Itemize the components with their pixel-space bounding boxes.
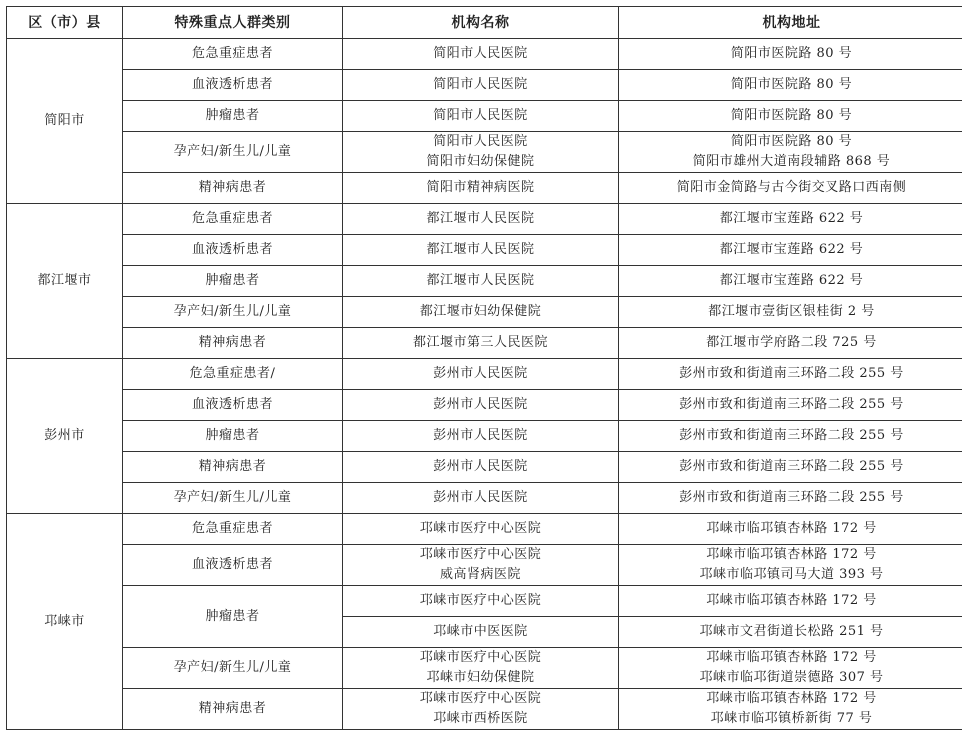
address-cell: 都江堰市学府路二段 725 号 xyxy=(619,328,962,359)
table-row xyxy=(7,297,962,328)
category-cell: 孕产妇/新生儿/儿童 xyxy=(123,297,343,328)
address-cell: 彭州市致和街道南三环路二段 255 号 xyxy=(619,483,962,514)
institution-cell: 都江堰市人民医院 xyxy=(343,235,619,266)
address-cell: 简阳市医院路 80 号 xyxy=(619,39,962,70)
category-cell: 血液透析患者 xyxy=(123,545,343,586)
category-cell: 肿瘤患者 xyxy=(123,421,343,452)
address-cell: 都江堰市宝莲路 622 号 xyxy=(619,204,962,235)
institution-line: 邛崃市西桥医院 xyxy=(343,709,618,729)
header-row xyxy=(7,7,962,39)
address-cell: 彭州市致和街道南三环路二段 255 号 xyxy=(619,359,962,390)
institution-cell: 彭州市人民医院 xyxy=(343,452,619,483)
institution-cell: 邛崃市医疗中心医院 xyxy=(343,514,619,545)
category-cell: 肿瘤患者 xyxy=(123,586,343,648)
institution-cell xyxy=(343,689,619,730)
address-cell: 邛崃市临邛镇杏林路 172 号 xyxy=(619,514,962,545)
institution-line: 威高肾病医院 xyxy=(343,565,618,585)
institution-cell: 彭州市人民医院 xyxy=(343,390,619,421)
institution-line: 邛崃市医疗中心医院 xyxy=(343,648,618,668)
address-cell xyxy=(619,689,962,730)
address-line: 简阳市医院路 80 号 xyxy=(619,132,962,152)
category-cell: 精神病患者 xyxy=(123,689,343,730)
category-cell: 危急重症患者 xyxy=(123,39,343,70)
institution-cell: 彭州市人民医院 xyxy=(343,359,619,390)
table-row xyxy=(7,421,962,452)
address-line: 邛崃市临邛镇杏林路 172 号 xyxy=(619,689,962,709)
address-cell: 简阳市医院路 80 号 xyxy=(619,101,962,132)
table-row xyxy=(7,132,962,173)
institution-cell xyxy=(343,545,619,586)
category-cell: 孕产妇/新生儿/儿童 xyxy=(123,132,343,173)
district-cell: 邛崃市 xyxy=(7,514,123,730)
institution-cell: 邛崃市医疗中心医院 xyxy=(343,586,619,617)
institution-cell: 彭州市人民医院 xyxy=(343,483,619,514)
table-row xyxy=(7,545,962,586)
table-row xyxy=(7,39,962,70)
district-cell: 简阳市 xyxy=(7,39,123,204)
institution-cell: 都江堰市第三人民医院 xyxy=(343,328,619,359)
address-cell xyxy=(619,545,962,586)
institution-cell: 简阳市精神病医院 xyxy=(343,173,619,204)
institution-cell: 简阳市人民医院 xyxy=(343,39,619,70)
address-cell: 邛崃市临邛镇杏林路 172 号 xyxy=(619,586,962,617)
address-cell: 彭州市致和街道南三环路二段 255 号 xyxy=(619,421,962,452)
institution-line: 邛崃市医疗中心医院 xyxy=(343,545,618,565)
address-cell: 彭州市致和街道南三环路二段 255 号 xyxy=(619,452,962,483)
table-row xyxy=(7,173,962,204)
table-row xyxy=(7,648,962,689)
header-category: 特殊重点人群类别 xyxy=(123,7,343,39)
institution-cell: 简阳市人民医院 xyxy=(343,101,619,132)
address-cell xyxy=(619,132,962,173)
institution-cell: 都江堰市人民医院 xyxy=(343,204,619,235)
table-row xyxy=(7,235,962,266)
category-cell: 危急重症患者 xyxy=(123,204,343,235)
district-cell: 都江堰市 xyxy=(7,204,123,359)
table-row xyxy=(7,514,962,545)
table-row xyxy=(7,359,962,390)
category-cell: 危急重症患者/ xyxy=(123,359,343,390)
table-row xyxy=(7,689,962,730)
address-cell: 都江堰市宝莲路 622 号 xyxy=(619,266,962,297)
address-line: 简阳市雄州大道南段辅路 868 号 xyxy=(619,152,962,172)
institution-cell: 都江堰市人民医院 xyxy=(343,266,619,297)
institution-line: 邛崃市医疗中心医院 xyxy=(343,689,618,709)
category-cell: 精神病患者 xyxy=(123,328,343,359)
category-cell: 血液透析患者 xyxy=(123,70,343,101)
header-address: 机构地址 xyxy=(619,7,962,39)
institution-line: 简阳市人民医院 xyxy=(343,132,618,152)
category-cell: 孕产妇/新生儿/儿童 xyxy=(123,648,343,689)
table-row xyxy=(7,70,962,101)
table-row xyxy=(7,101,962,132)
header-institution: 机构名称 xyxy=(343,7,619,39)
category-cell: 精神病患者 xyxy=(123,173,343,204)
table-row xyxy=(7,266,962,297)
address-cell: 简阳市医院路 80 号 xyxy=(619,70,962,101)
table-row xyxy=(7,204,962,235)
institution-cell: 邛崃市中医医院 xyxy=(343,617,619,648)
institution-cell: 都江堰市妇幼保健院 xyxy=(343,297,619,328)
table-row xyxy=(7,390,962,421)
address-line: 邛崃市临邛镇桥新街 77 号 xyxy=(619,709,962,729)
address-line: 邛崃市临邛镇杏林路 172 号 xyxy=(619,648,962,668)
address-cell xyxy=(619,648,962,689)
table-row xyxy=(7,452,962,483)
address-line: 邛崃市临邛镇杏林路 172 号 xyxy=(619,545,962,565)
address-line: 邛崃市临邛镇司马大道 393 号 xyxy=(619,565,962,585)
institution-cell: 彭州市人民医院 xyxy=(343,421,619,452)
address-cell: 都江堰市宝莲路 622 号 xyxy=(619,235,962,266)
table-row xyxy=(7,483,962,514)
institution-table xyxy=(6,6,962,730)
institution-line: 简阳市妇幼保健院 xyxy=(343,152,618,172)
category-cell: 血液透析患者 xyxy=(123,390,343,421)
institution-cell: 简阳市人民医院 xyxy=(343,70,619,101)
address-cell: 简阳市金简路与古今街交叉路口西南侧 xyxy=(619,173,962,204)
institution-line: 邛崃市妇幼保健院 xyxy=(343,668,618,688)
institution-cell xyxy=(343,648,619,689)
address-cell: 都江堰市壹街区银桂街 2 号 xyxy=(619,297,962,328)
address-cell: 彭州市致和街道南三环路二段 255 号 xyxy=(619,390,962,421)
institution-cell xyxy=(343,132,619,173)
district-cell: 彭州市 xyxy=(7,359,123,514)
address-cell: 邛崃市文君街道长松路 251 号 xyxy=(619,617,962,648)
category-cell: 孕产妇/新生儿/儿童 xyxy=(123,483,343,514)
table-row xyxy=(7,586,962,617)
category-cell: 危急重症患者 xyxy=(123,514,343,545)
category-cell: 肿瘤患者 xyxy=(123,101,343,132)
address-line: 邛崃市临邛街道崇德路 307 号 xyxy=(619,668,962,688)
header-district: 区（市）县 xyxy=(7,7,123,39)
category-cell: 血液透析患者 xyxy=(123,235,343,266)
category-cell: 精神病患者 xyxy=(123,452,343,483)
table-row xyxy=(7,328,962,359)
category-cell: 肿瘤患者 xyxy=(123,266,343,297)
